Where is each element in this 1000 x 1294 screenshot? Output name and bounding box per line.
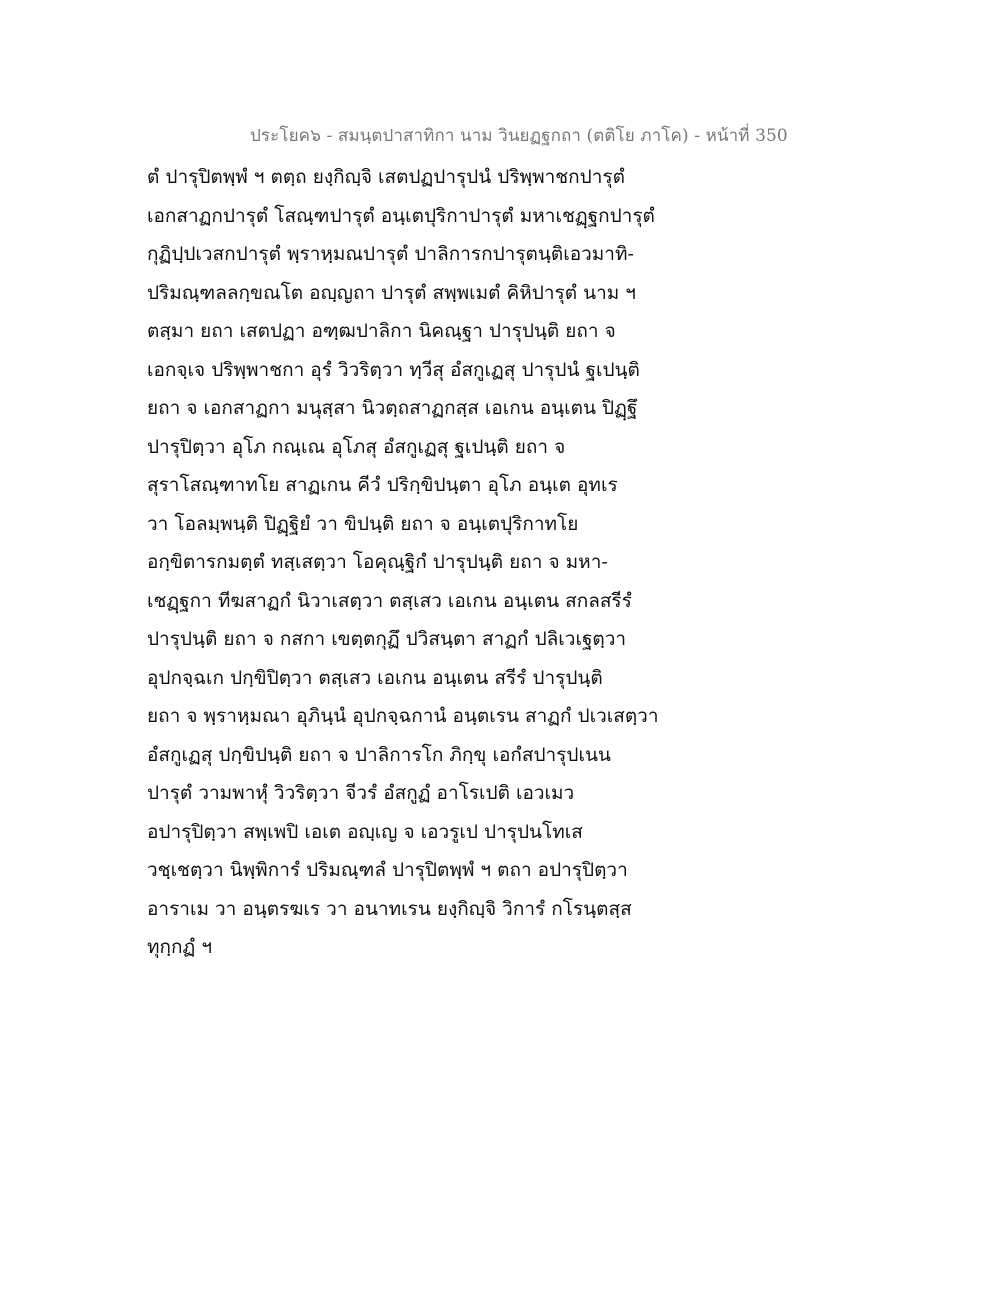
- text-line: กุฏิปฺปเวสกปารุตํ พฺราหฺมณปารุตํ ปาลิการกปารุตนฺติเอวมาทิ-: [147, 243, 634, 265]
- text-line: ปารุปิตฺวา อุโภ กณฺเณ อุโภสุ อํสกูเฏสุ ฐเปนฺติ ยถา จ: [147, 435, 566, 458]
- text-line: เชฏฺฐกา ทีฆสาฏกํ นิวาเสตฺวา ตสฺเสว เอเกน อนฺเตน สกลสรีรํ: [147, 589, 632, 612]
- text-line: อํสกูเฏสุ ปกฺขิปนฺติ ยถา จ ปาลิการโก ภิกฺขุ เอกํสปารุปเนน: [147, 743, 611, 766]
- text-line: วชฺเชตฺวา นิพฺพิการํ ปริมณฺฑลํ ปารุปิตพฺพํ ฯ ตถา อปารุปิตฺวา: [147, 859, 628, 881]
- running-header: ประโยค๖ - สมนฺตปาสาทิกา นาม วินยฏฐกถา (ตติโย ภาโค) - หน้าที่ 350: [250, 126, 788, 146]
- text-line: ตสฺมา ยถา เสตปฏา อฑฺฒปาลิกา นิคณฺฐา ปารุปนฺติ ยถา จ: [147, 320, 616, 342]
- text-line: อปารุปิตฺวา สพฺเพปิ เอเต อญฺเญ จ เอวรูเป ปารุปนโทเส: [147, 820, 583, 843]
- text-line: เอกสาฏกปารุตํ โสณฺฑปารุตํ อนฺเตปุริกาปารุตํ มหาเชฏฺฐกปารุตํ: [147, 204, 655, 227]
- text-line: ตํ ปารุปิตพฺพํ ฯ ตตฺถ ยงฺกิญฺจิ เสตปฏปารุปนํ ปริพฺพาชกปารุตํ: [147, 166, 625, 188]
- text-line: ปารุตํ วามพาหุํ วิวริตฺวา จีวรํ อํสกูฏํ อาโรเปติ เอวเมว: [147, 782, 575, 804]
- text-line: เอกจฺเจ ปริพฺพาชกา อุรํ วิวริตฺวา ทฺวีสุ อํสกูเฏสุ ปารุปนํ ฐเปนฺติ: [147, 358, 640, 381]
- text-line: ยถา จ เอกสาฏกา มนุสฺสา นิวตฺถสาฏกสฺส เอเกน อนฺเตน ปิฏฺฐึ: [147, 397, 638, 419]
- text-line: อาราเม วา อนฺตรฆเร วา อนาทเรน ยงฺกิญฺจิ วิการํ กโรนฺตสฺส: [147, 897, 632, 920]
- text-line: อุปกจฺฉเก ปกฺขิปิตฺวา ตสฺเสว เอเกน อนฺเตน สรีรํ ปารุปนฺติ: [147, 666, 603, 689]
- text-line: อกฺขิตารกมตฺตํ ทสฺเสตฺวา โอคุณฺฐิกํ ปารุปนฺติ ยถา จ มหา-: [147, 551, 608, 573]
- text-line: ทุกฺกฏํ ฯ: [147, 936, 212, 958]
- text-line: ปารุปนฺติ ยถา จ กสกา เขตฺตกุฏึ ปวิสนฺตา สาฏกํ ปลิเวเฐตฺวา: [147, 628, 627, 650]
- text-line: วา โอลมฺพนฺติ ปิฏฺฐิยํ วา ขิปนฺติ ยถา จ อนฺเตปุริกาทโย: [147, 512, 579, 535]
- text-line: สุราโสณฺฑาทโย สาฏเกน คีวํ ปริกฺขิปนฺตา อุโภ อนฺเต อุทเร: [147, 474, 618, 496]
- text-line: ปริมณฺฑลลกฺขณโต อญฺญถา ปารุตํ สพฺพเมตํ คิหิปารุตํ นาม ฯ: [147, 281, 636, 304]
- body-text: [147, 158, 707, 967]
- text-line: ยถา จ พฺราหฺมณา อุภินฺนํ อุปกจฺฉกานํ อนฺตเรน สาฏกํ ปเวเสตฺวา: [147, 705, 659, 727]
